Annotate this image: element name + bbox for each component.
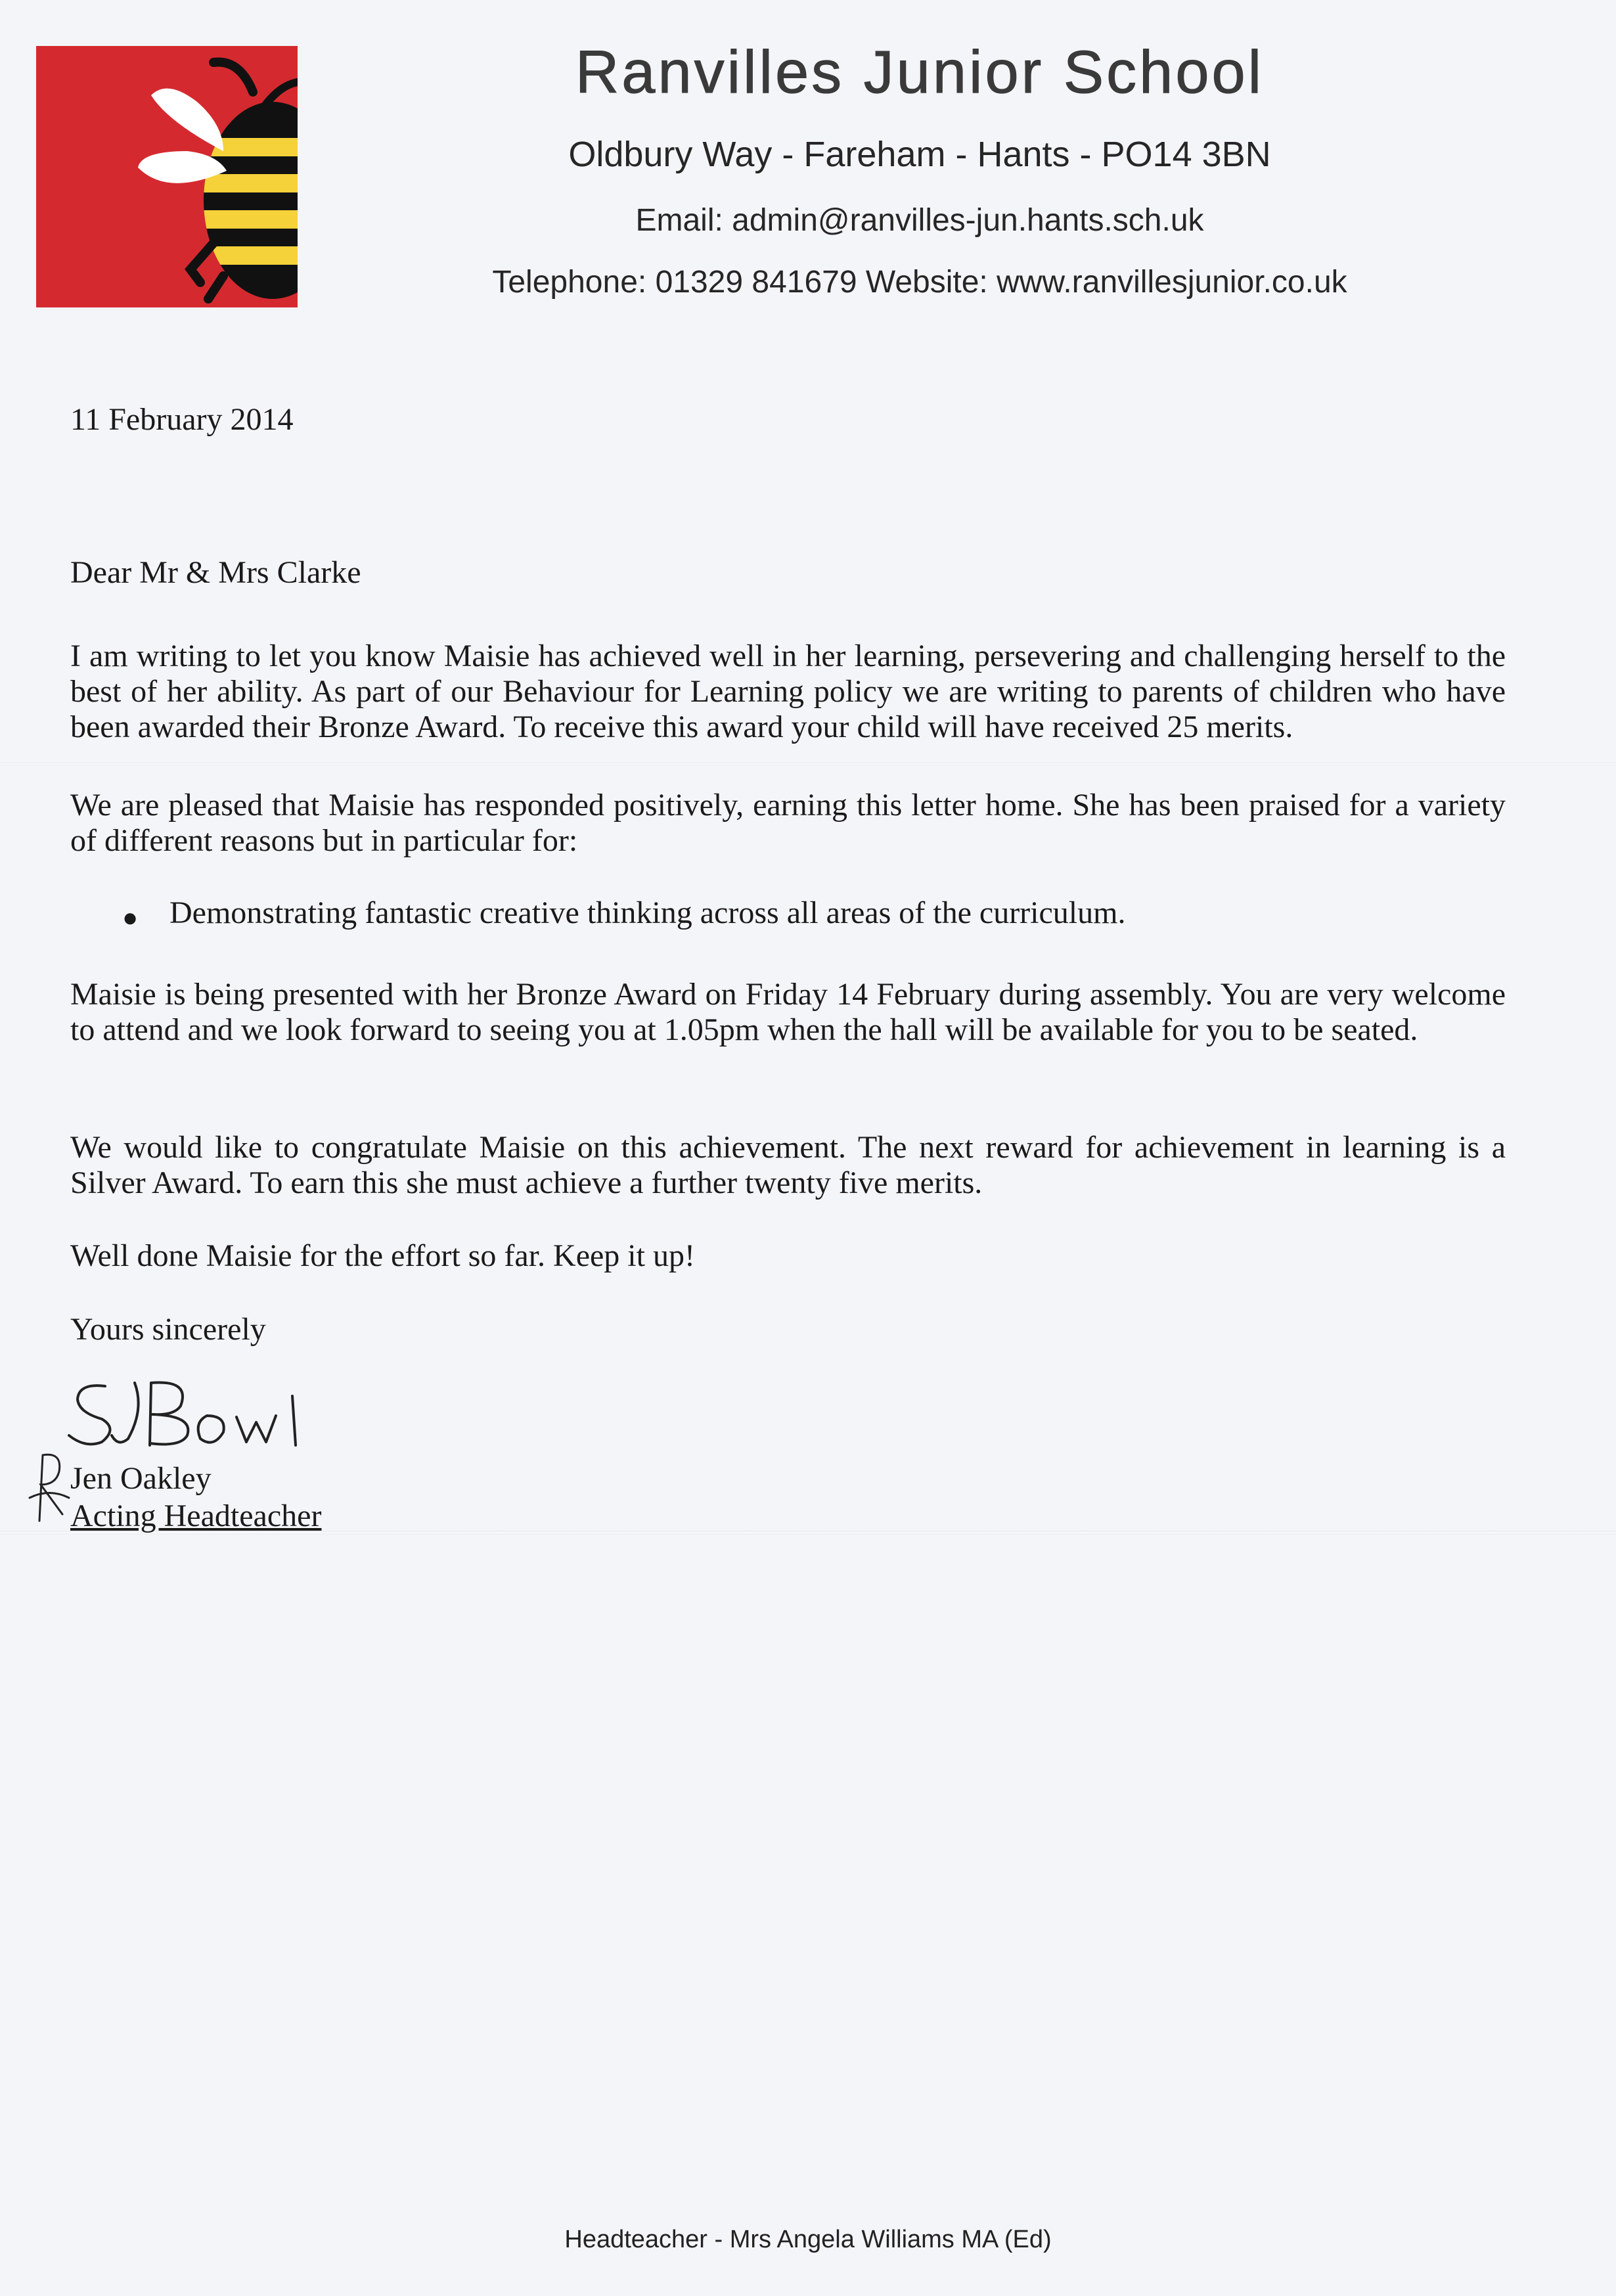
paragraph-achievement: I am writing to let you know Maisie has achieved well in her learning, persevering and challenging herself to the best of her ability. As part of our Behaviour for Learning policy we are writing to parents of children who have been awarded their Bronze Award. To receive this award your child will have received 25 merits.	[70, 639, 1506, 744]
paragraph-praise: We are pleased that Maisie has responded positively, earning this letter home. She has been praised for a variety of different reasons but in particular for:	[70, 788, 1506, 858]
school-email: Email: admin@ranvilles-jun.hants.sch.uk	[635, 203, 1204, 238]
paragraph-congratulate: We would like to congratulate Maisie on this achievement. The next reward for achievement in learning is a Silver Award. To earn this she must achieve a further twenty five merits.	[70, 1130, 1506, 1200]
paragraph-presentation: Maisie is being presented with her Bronze Award on Friday 14 February during assembly. You are very welcome to attend and we look forward to seeing you at 1.05pm when the hall will be available for you to be seated.	[70, 977, 1506, 1047]
signature	[66, 1370, 315, 1455]
bee-logo-icon	[36, 46, 298, 307]
per-pro-initial	[26, 1449, 72, 1527]
signer-title: Acting Headteacher	[70, 1498, 322, 1533]
paragraph-well-done: Well done Maisie for the effort so far. Keep it up!	[70, 1238, 695, 1273]
salutation: Dear Mr & Mrs Clarke	[70, 555, 361, 590]
school-phone-website: Telephone: 01329 841679 Website: www.ranvillesjunior.co.uk	[492, 265, 1347, 300]
bullet-item: Demonstrating fantastic creative thinking across all areas of the curriculum.	[169, 895, 1126, 930]
footer-headteacher: Headteacher - Mrs Angela Williams MA (Ed)	[564, 2226, 1052, 2253]
bullet-marker: ●	[122, 903, 139, 932]
letter-date: 11 February 2014	[70, 402, 294, 437]
school-address: Oldbury Way - Fareham - Hants - PO14 3BN	[568, 135, 1271, 174]
closing: Yours sincerely	[70, 1312, 266, 1347]
school-name: Ranvilles Junior School	[575, 39, 1265, 106]
signer-name: Jen Oakley	[70, 1461, 212, 1496]
paper-fold-line	[0, 762, 1616, 766]
